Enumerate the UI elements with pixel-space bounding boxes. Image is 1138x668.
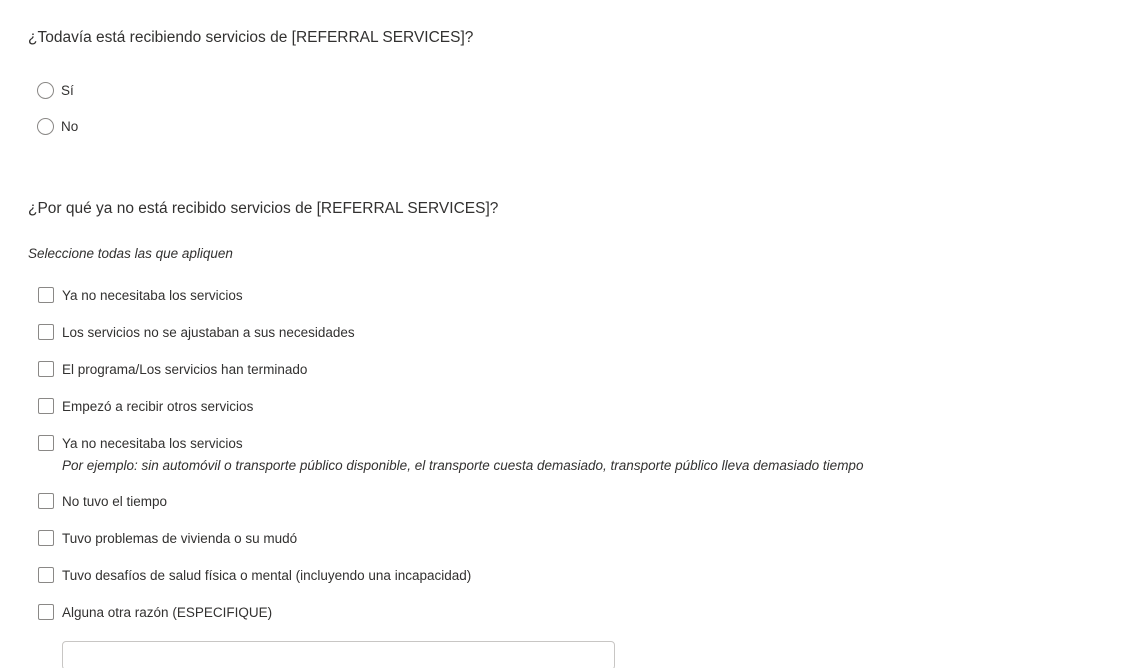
checkbox-label: No tuvo el tiempo (62, 494, 168, 509)
checkbox-no-time[interactable] (38, 493, 54, 509)
checkbox-label: Los servicios no se ajustaban a sus necesidades (62, 325, 355, 340)
checkbox-option-health-challenges[interactable] (38, 567, 471, 585)
radio-button-no[interactable] (37, 118, 54, 135)
radio-option-no-label: No (61, 118, 79, 134)
question-1-title: ¿Todavía está recibiendo servicios de [REFERRAL SERVICES]? (28, 29, 474, 46)
checkbox-label: Tuvo desafíos de salud física o mental (incluyendo una incapacidad) (62, 568, 472, 583)
checkbox-option-housing-problems[interactable] (38, 530, 297, 548)
question-2-title: ¿Por qué ya no está recibido servicios de [REFERRAL SERVICES]? (28, 200, 499, 217)
radio-button-si[interactable] (37, 82, 54, 99)
checkbox-label: El programa/Los servicios han terminado (62, 362, 308, 377)
checkbox-option-transportation[interactable] (38, 435, 863, 474)
checkbox-example-note: Por ejemplo: sin automóvil o transporte público disponible, el transporte cuesta demasiado, transporte público lleva demasiado tiempo (62, 458, 864, 473)
checkbox-option-started-other-services[interactable] (38, 398, 253, 416)
checkbox-health-challenges[interactable] (38, 567, 54, 583)
checkbox-program-ended[interactable] (38, 361, 54, 377)
question-still-receiving-services (28, 27, 1138, 135)
checkbox-housing-problems[interactable] (38, 530, 54, 546)
question-1-radio-group (28, 81, 1138, 135)
checkbox-label: Alguna otra razón (ESPECIFIQUE) (62, 605, 273, 620)
checkbox-services-not-fit-needs[interactable] (38, 324, 54, 340)
checkbox-option-other-reason[interactable] (38, 604, 272, 622)
checkbox-transportation[interactable] (38, 435, 54, 451)
checkbox-option-no-longer-needed[interactable] (38, 287, 243, 305)
checkbox-no-longer-needed[interactable] (38, 287, 54, 303)
question-2-instruction: Seleccione todas las que apliquen (28, 246, 233, 261)
question-2-checkbox-list (28, 287, 1138, 622)
checkbox-label: Tuvo problemas de vivienda o su mudó (62, 531, 298, 546)
checkbox-other-reason[interactable] (38, 604, 54, 620)
checkbox-option-program-ended[interactable] (38, 361, 307, 379)
checkbox-label: Empezó a recibir otros servicios (62, 399, 254, 414)
question-why-no-longer-receiving (28, 198, 1138, 668)
checkbox-label: Ya no necesitaba los servicios (62, 288, 243, 303)
other-reason-specify-input[interactable] (62, 641, 615, 668)
checkbox-option-no-time[interactable] (38, 493, 167, 511)
radio-option-si[interactable] (37, 81, 74, 99)
radio-option-si-label: Sí (61, 82, 74, 98)
checkbox-started-other-services[interactable] (38, 398, 54, 414)
checkbox-label: Ya no necesitaba los servicios (62, 436, 243, 451)
radio-option-no[interactable] (37, 117, 78, 135)
checkbox-option-services-not-fit-needs[interactable] (38, 324, 355, 342)
